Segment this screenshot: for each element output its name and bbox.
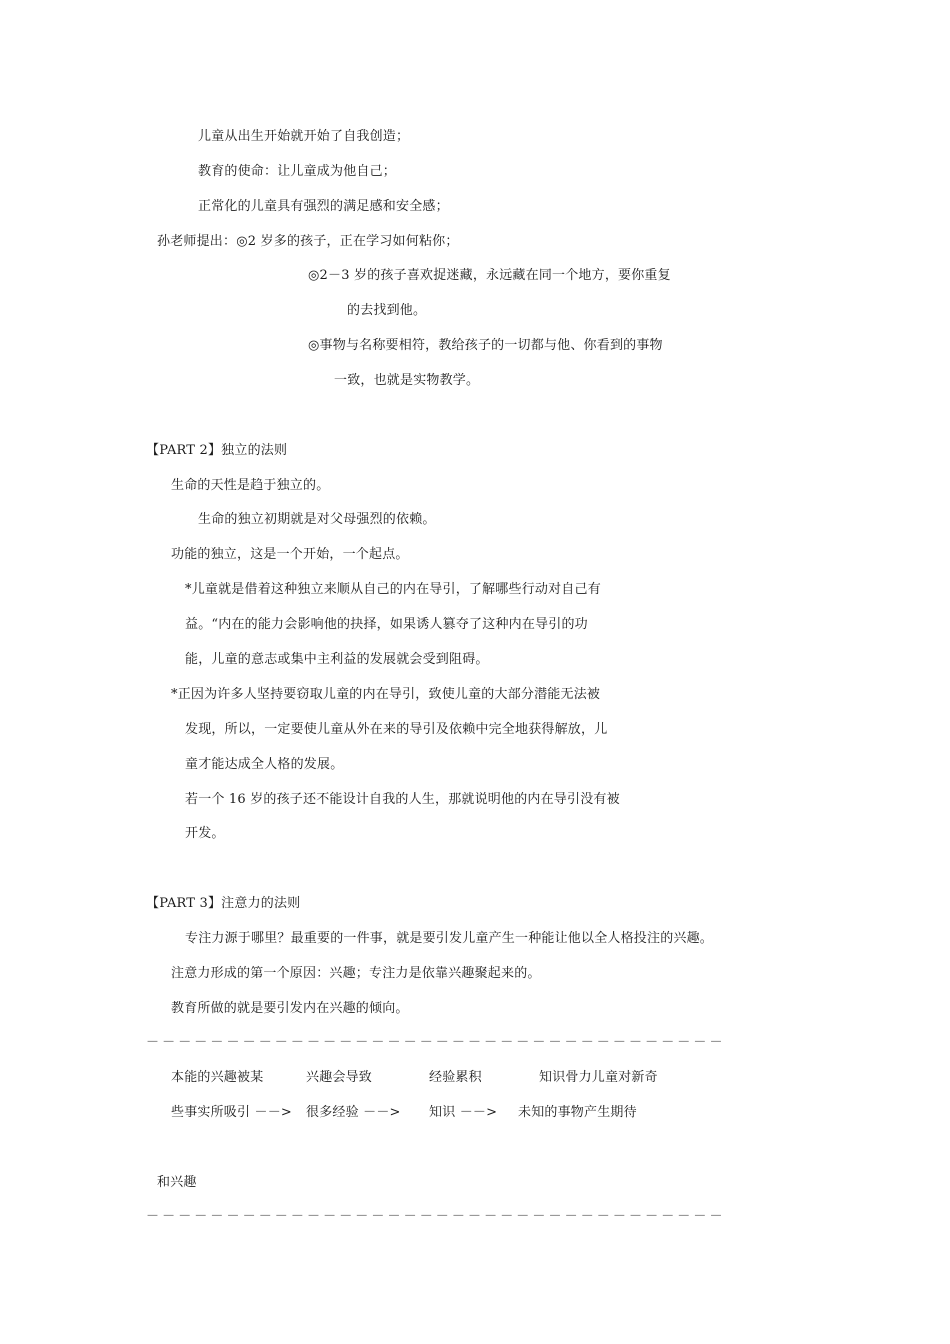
- flow-step-1-bottom: 些事实所吸引 －－>: [171, 1105, 293, 1120]
- part3-heading: 【PART 3】注意力的法则: [146, 896, 301, 911]
- part2-line-2: 生命的独立初期就是对父母强烈的依赖。: [198, 512, 436, 527]
- part2-heading: 【PART 2】独立的法则: [146, 443, 288, 458]
- part2-line-1: 生命的天性是趋于独立的。: [171, 478, 330, 493]
- part2-line-11: 开发。: [185, 826, 225, 841]
- intro-line-6: 的去找到他。: [347, 303, 427, 318]
- part2-line-10: 若一个 16 岁的孩子还不能设计自我的人生，那就说明他的内在导引没有被: [185, 792, 620, 807]
- divider-top: －－－－－－－－－－－－－－－－－－－－－－－－－－－－－－－－－－－－: [146, 1035, 726, 1050]
- flow-step-1-top: 本能的兴趣被某: [171, 1070, 264, 1085]
- flow-step-2-top: 兴趣会导致: [306, 1070, 373, 1085]
- part2-line-7: *正因为许多人坚持要窃取儿童的内在导引，致使儿童的大部分潜能无法被: [171, 687, 601, 702]
- part2-line-5: 益。“内在的能力会影响他的抉择，如果诱人篡夺了这种内在导引的功: [185, 617, 588, 632]
- part2-line-8: 发现，所以，一定要使儿童从外在来的导引及依赖中完全地获得解放，儿: [185, 722, 608, 737]
- flow-step-1-tail: 和兴趣: [157, 1175, 197, 1190]
- part2-line-6: 能，儿童的意志或集中主利益的发展就会受到阻碍。: [185, 652, 489, 667]
- intro-line-4: 孙老师提出：◎2 岁多的孩子，正在学习如何粘你；: [157, 234, 459, 249]
- flow-step-3-bottom: 知识 －－>: [429, 1105, 498, 1120]
- divider-bottom: －－－－－－－－－－－－－－－－－－－－－－－－－－－－－－－－－－－－: [146, 1209, 726, 1224]
- part3-line-2: 注意力形成的第一个原因：兴趣；专注力是依靠兴趣聚起来的。: [171, 966, 541, 981]
- part3-line-1: 专注力源于哪里？最重要的一件事，就是要引发儿童产生一种能让他以全人格投注的兴趣。: [185, 931, 714, 946]
- intro-line-3: 正常化的儿童具有强烈的满足感和安全感；: [198, 199, 449, 214]
- part2-line-9: 童才能达成全人格的发展。: [185, 757, 344, 772]
- intro-line-8: 一致，也就是实物教学。: [334, 373, 480, 388]
- flow-step-2-bottom: 很多经验 －－>: [306, 1105, 401, 1120]
- intro-line-5: ◎2－3 岁的孩子喜欢捉迷藏，永远藏在同一个地方，要你重复: [308, 268, 671, 283]
- part2-line-4: *儿童就是借着这种独立来顺从自己的内在导引，了解哪些行动对自己有: [185, 582, 601, 597]
- part3-line-3: 教育所做的就是要引发内在兴趣的倾向。: [171, 1001, 409, 1016]
- part2-line-3: 功能的独立，这是一个开始，一个起点。: [171, 547, 409, 562]
- flow-step-4-bottom: 未知的事物产生期待: [518, 1105, 637, 1120]
- flow-step-4-top: 知识骨力儿童对新奇: [539, 1070, 658, 1085]
- intro-line-1: 儿童从出生开始就开始了自我创造；: [198, 129, 410, 144]
- flow-step-3-top: 经验累积: [429, 1070, 482, 1085]
- intro-line-7: ◎事物与名称要相符，教给孩子的一切都与他、你看到的事物: [308, 338, 663, 353]
- intro-line-2: 教育的使命：让儿童成为他自己；: [198, 164, 397, 179]
